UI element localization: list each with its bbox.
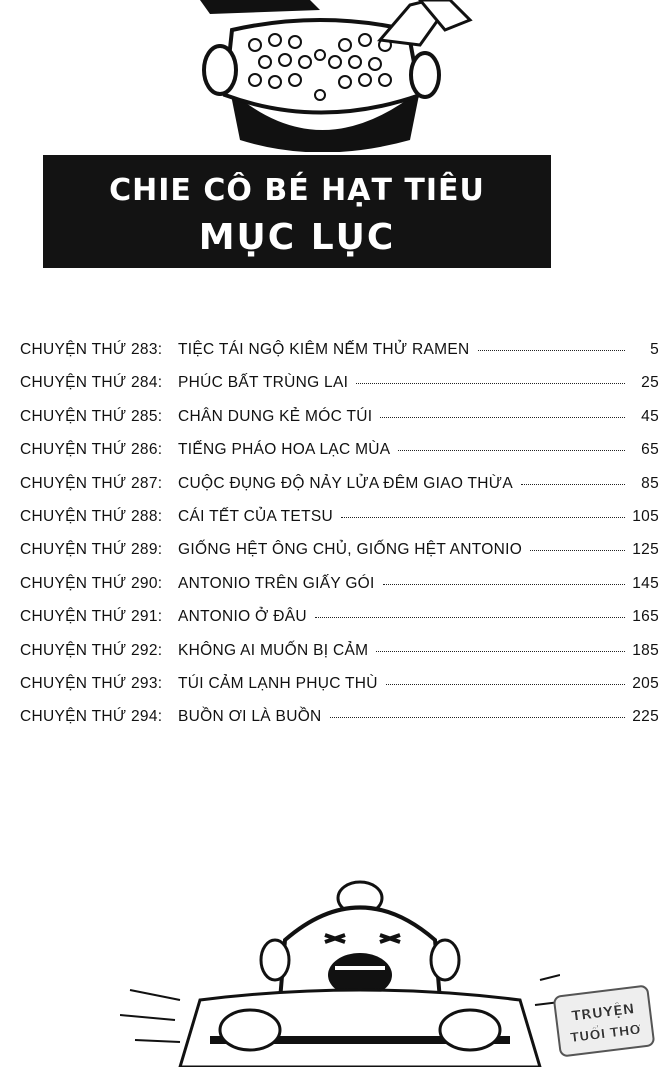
publisher-stamp: [553, 984, 656, 1057]
toc-page-number: 225: [632, 708, 659, 726]
toc-dot-leader: [380, 417, 625, 418]
left-hand-shape: [220, 1010, 280, 1050]
toc-chapter-title: TIẾNG PHÁO HOA LẠC MÙA: [178, 441, 391, 459]
toc-dot-leader: [478, 350, 625, 351]
toc-chapter-label: CHUYỆN THỨ 286:: [20, 441, 163, 459]
toc-page-number: 105: [632, 507, 659, 525]
toc-chapter-title: GIỐNG HỆT ÔNG CHỦ, GIỐNG HỆT ANTONIO: [178, 541, 523, 559]
toc-chapter-title: CHÂN DUNG KẺ MÓC TÚI: [178, 407, 373, 425]
left-ear-shape: [204, 46, 236, 94]
toc-entry: [20, 608, 659, 641]
toc-dot-leader: [530, 550, 625, 551]
toc-chapter-label: CHUYỆN THỨ 285:: [20, 407, 163, 425]
toc-dot-leader: [398, 450, 625, 451]
toc-chapter-label: CHUYỆN THỨ 284:: [20, 374, 163, 392]
right-ear-shape: [411, 53, 439, 97]
bottom-character-illustration: [120, 880, 560, 1067]
toc-chapter-label: CHUYỆN THỨ 289:: [20, 541, 163, 559]
publisher-stamp-logo: [555, 987, 653, 1056]
toc-entry: [20, 441, 659, 474]
toc-page-number: 5: [650, 341, 659, 358]
toc-chapter-title: BUỒN ƠI LÀ BUỒN: [178, 708, 322, 726]
toc-page-number: 165: [632, 608, 659, 626]
title-banner: [43, 155, 551, 268]
toc-dot-leader: [376, 651, 625, 652]
toc-entry: [20, 575, 659, 608]
toc-chapter-title: TIỆC TÁI NGỘ KIÊM NẾM THỬ RAMEN: [178, 341, 470, 358]
toc-page-number: 145: [632, 574, 659, 592]
toc-entry: [20, 508, 659, 541]
toc-dot-leader: [315, 617, 625, 618]
toc-page-number: 25: [641, 374, 659, 392]
toc-chapter-title: ANTONIO TRÊN GIẤY GÓI: [178, 574, 375, 592]
toc-dot-leader: [356, 383, 625, 384]
toc-entry: [20, 475, 659, 508]
toc-page-number: 85: [641, 474, 659, 492]
toc-entry: [20, 675, 659, 708]
toc-chapter-title: CUỘC ĐỤNG ĐỘ NẢY LỬA ĐÊM GIAO THỪA: [178, 474, 513, 492]
toc-entry: [20, 708, 659, 741]
toc-chapter-label: CHUYỆN THỨ 283:: [20, 341, 163, 358]
left-ear-shape: [261, 940, 289, 980]
toc-chapter-title: KHÔNG AI MUỐN BỊ CẢM: [178, 641, 369, 659]
series-title: CHIE CÔ BÉ HẠT TIÊU: [109, 173, 485, 208]
toc-chapter-label: CHUYỆN THỨ 290:: [20, 574, 163, 592]
toc-dot-leader: [341, 517, 625, 518]
table-of-contents: [20, 341, 659, 742]
toc-chapter-title: PHÚC BẤT TRÙNG LAI: [178, 374, 349, 392]
toc-entry: [20, 408, 659, 441]
toc-dot-leader: [521, 484, 625, 485]
toc-entry: [20, 341, 659, 374]
toc-page-number: 205: [632, 674, 659, 692]
right-ear-shape: [431, 940, 459, 980]
toc-chapter-label: CHUYỆN THỨ 287:: [20, 474, 163, 492]
toc-chapter-title: ANTONIO Ở ĐÂU: [178, 608, 307, 626]
toc-dot-leader: [383, 584, 625, 585]
toc-entry: [20, 374, 659, 407]
toc-chapter-label: CHUYỆN THỨ 292:: [20, 641, 163, 659]
toc-chapter-label: CHUYỆN THỨ 288:: [20, 507, 163, 525]
toc-page-number: 125: [632, 541, 659, 559]
toc-dot-leader: [386, 684, 625, 685]
toc-entry: [20, 642, 659, 675]
toc-chapter-label: CHUYỆN THỨ 293:: [20, 674, 163, 692]
toc-chapter-title: CÁI TẾT CỦA TETSU: [178, 507, 333, 525]
hair-top-shape: [200, 0, 320, 14]
toc-chapter-title: TÚI CẢM LẠNH PHỤC THÙ: [178, 674, 378, 692]
toc-chapter-label: CHUYỆN THỨ 294:: [20, 708, 163, 726]
toc-chapter-label: CHUYỆN THỨ 291:: [20, 608, 163, 626]
toc-heading: MỤC LỤC: [198, 217, 396, 258]
toc-entry: [20, 541, 659, 574]
toc-page-number: 45: [641, 407, 659, 425]
stamp-line-2: TUỔI THƠ: [569, 1022, 642, 1047]
toc-page-number: 65: [641, 441, 659, 459]
toc-page-number: 185: [632, 641, 659, 659]
stamp-line-1: TRUYỆN: [570, 1001, 636, 1025]
toc-dot-leader: [330, 717, 625, 718]
top-character-illustration: [170, 0, 490, 152]
right-hand-shape: [440, 1010, 500, 1050]
